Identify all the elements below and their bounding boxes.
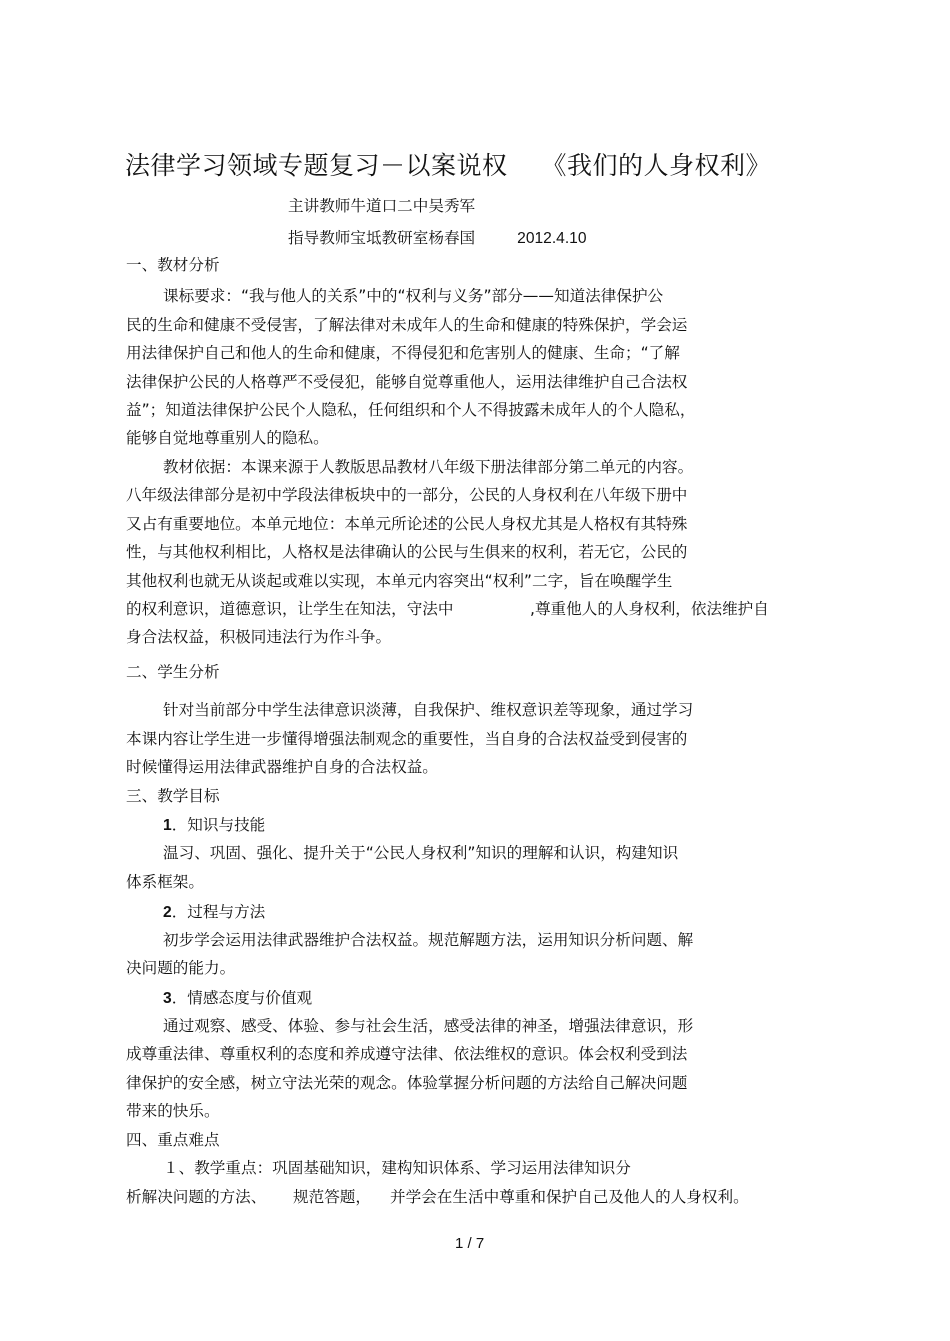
section-heading: 一、教材分析 [126,256,220,274]
title-subtitle: 《我们的人身权利》 [541,151,772,180]
section-heading: 三、教学目标 [126,787,220,805]
page-number: 1 / 7 [455,1235,485,1252]
paragraph-line: 用法律保护自己和他人的生命和健康，不得侵犯和危害别人的健康、生命；“了解 [126,344,680,362]
paragraph-line: ,尊重他人的人身权利，依法维护自 [530,600,769,618]
paragraph-line: 民的生命和健康不受侵害，了解法律对未成年人的生命和健康的特殊保护，学会运 [126,316,688,334]
subsection-heading [163,902,265,923]
paragraph-line: 能够自觉地尊重别人的隐私。 [126,429,329,447]
paragraph-line: 身合法权益，积极同违法行为作斗争。 [126,628,392,646]
document-title [125,146,771,182]
paragraph-line: 带来的快乐。 [126,1102,220,1120]
paragraph-line: 温习、巩固、强化、提升关于“公民人身权利”知识的理解和认识，构建知识 [163,844,679,862]
paragraph-line: 决问题的能力。 [126,959,236,977]
paragraph-line: 律保护的安全感，树立守法光荣的观念。体验掌握分析问题的方法给自己解决问题 [126,1074,688,1092]
paragraph-line: １、教学重点：巩固基础知识，建构知识体系、学习运用法律知识分 [163,1159,631,1177]
lecturer-line: 主讲教师牛道口二中吴秀军 [288,197,476,215]
paragraph-line: 成尊重法律、尊重权利的态度和养成遵守法律、依法维权的意识。体会权利受到法 [126,1045,688,1063]
paragraph-line: 益”；知道法律保护公民个人隐私，任何组织和个人不得披露未成年人的个人隐私， [126,401,696,419]
section-heading: 四、重点难点 [126,1131,220,1149]
paragraph-line: 针对当前部分中学生法律意识淡薄，自我保护、维权意识差等现象，通过学习 [163,701,694,719]
title-main: 法律学习领域专题复习－以案说权 [125,151,508,180]
paragraph-line: 的权利意识，道德意识，让学生在知法，守法中 [126,600,454,618]
subsection-number: 1 [163,817,172,834]
paragraph-line: 并学会在生活中尊重和保护自己及他人的人身权利。 [390,1188,749,1206]
paragraph-line: 又占有重要地位。本单元地位：本单元所论述的公民人身权尤其是人格权有其特殊 [126,515,688,533]
paragraph-line: 体系框架。 [126,873,204,891]
instructor-line [288,228,587,249]
subsection-title: ．过程与方法 [171,903,266,921]
paragraph-line: 析解决问题的方法、 [126,1188,267,1206]
paragraph-line: 本课内容让学生进一步懂得增强法制观念的重要性，当自身的合法权益受到侵害的 [126,730,688,748]
section-heading: 二、学生分析 [126,663,220,681]
paragraph-line: 初步学会运用法律武器维护合法权益。规范解题方法，运用知识分析问题、解 [163,931,694,949]
paragraph-line: 其他权利也就无从谈起或难以实现，本单元内容突出“权利”二字，旨在唤醒学生 [126,572,673,590]
document-date: 2012.4.10 [517,230,587,247]
paragraph-line: 法律保护公民的人格尊严不受侵犯，能够自觉尊重他人，运用法律维护自己合法权 [126,373,688,391]
paragraph-line: 通过观察、感受、体验、参与社会生活，感受法律的神圣，增强法律意识，形 [163,1017,694,1035]
subsection-number: 2 [163,904,172,921]
subsection-title: ．情感态度与价值观 [171,989,313,1007]
subsection-heading [163,988,312,1009]
paragraph-line: 性，与其他权利相比，人格权是法律确认的公民与生俱来的权利，若无它，公民的 [126,543,688,561]
paragraph-line: 时候懂得运用法律武器维护自身的合法权益。 [126,758,438,776]
paragraph-line: 八年级法律部分是初中学段法律板块中的一部分，公民的人身权利在八年级下册中 [126,486,688,504]
subsection-heading [163,815,265,836]
paragraph-line: 教材依据：本课来源于人教版思品教材八年级下册法律部分第二单元的内容。 [163,458,694,476]
paragraph-line: 课标要求：“我与他人的关系”中的“权利与义务”部分——知道法律保护公 [163,287,664,305]
subsection-title: ．知识与技能 [171,816,266,834]
subsection-number: 3 [163,990,172,1007]
instructor-name: 指导教师宝坻教研室杨春国 [288,229,476,247]
paragraph-line: 规范答题， [293,1188,371,1206]
